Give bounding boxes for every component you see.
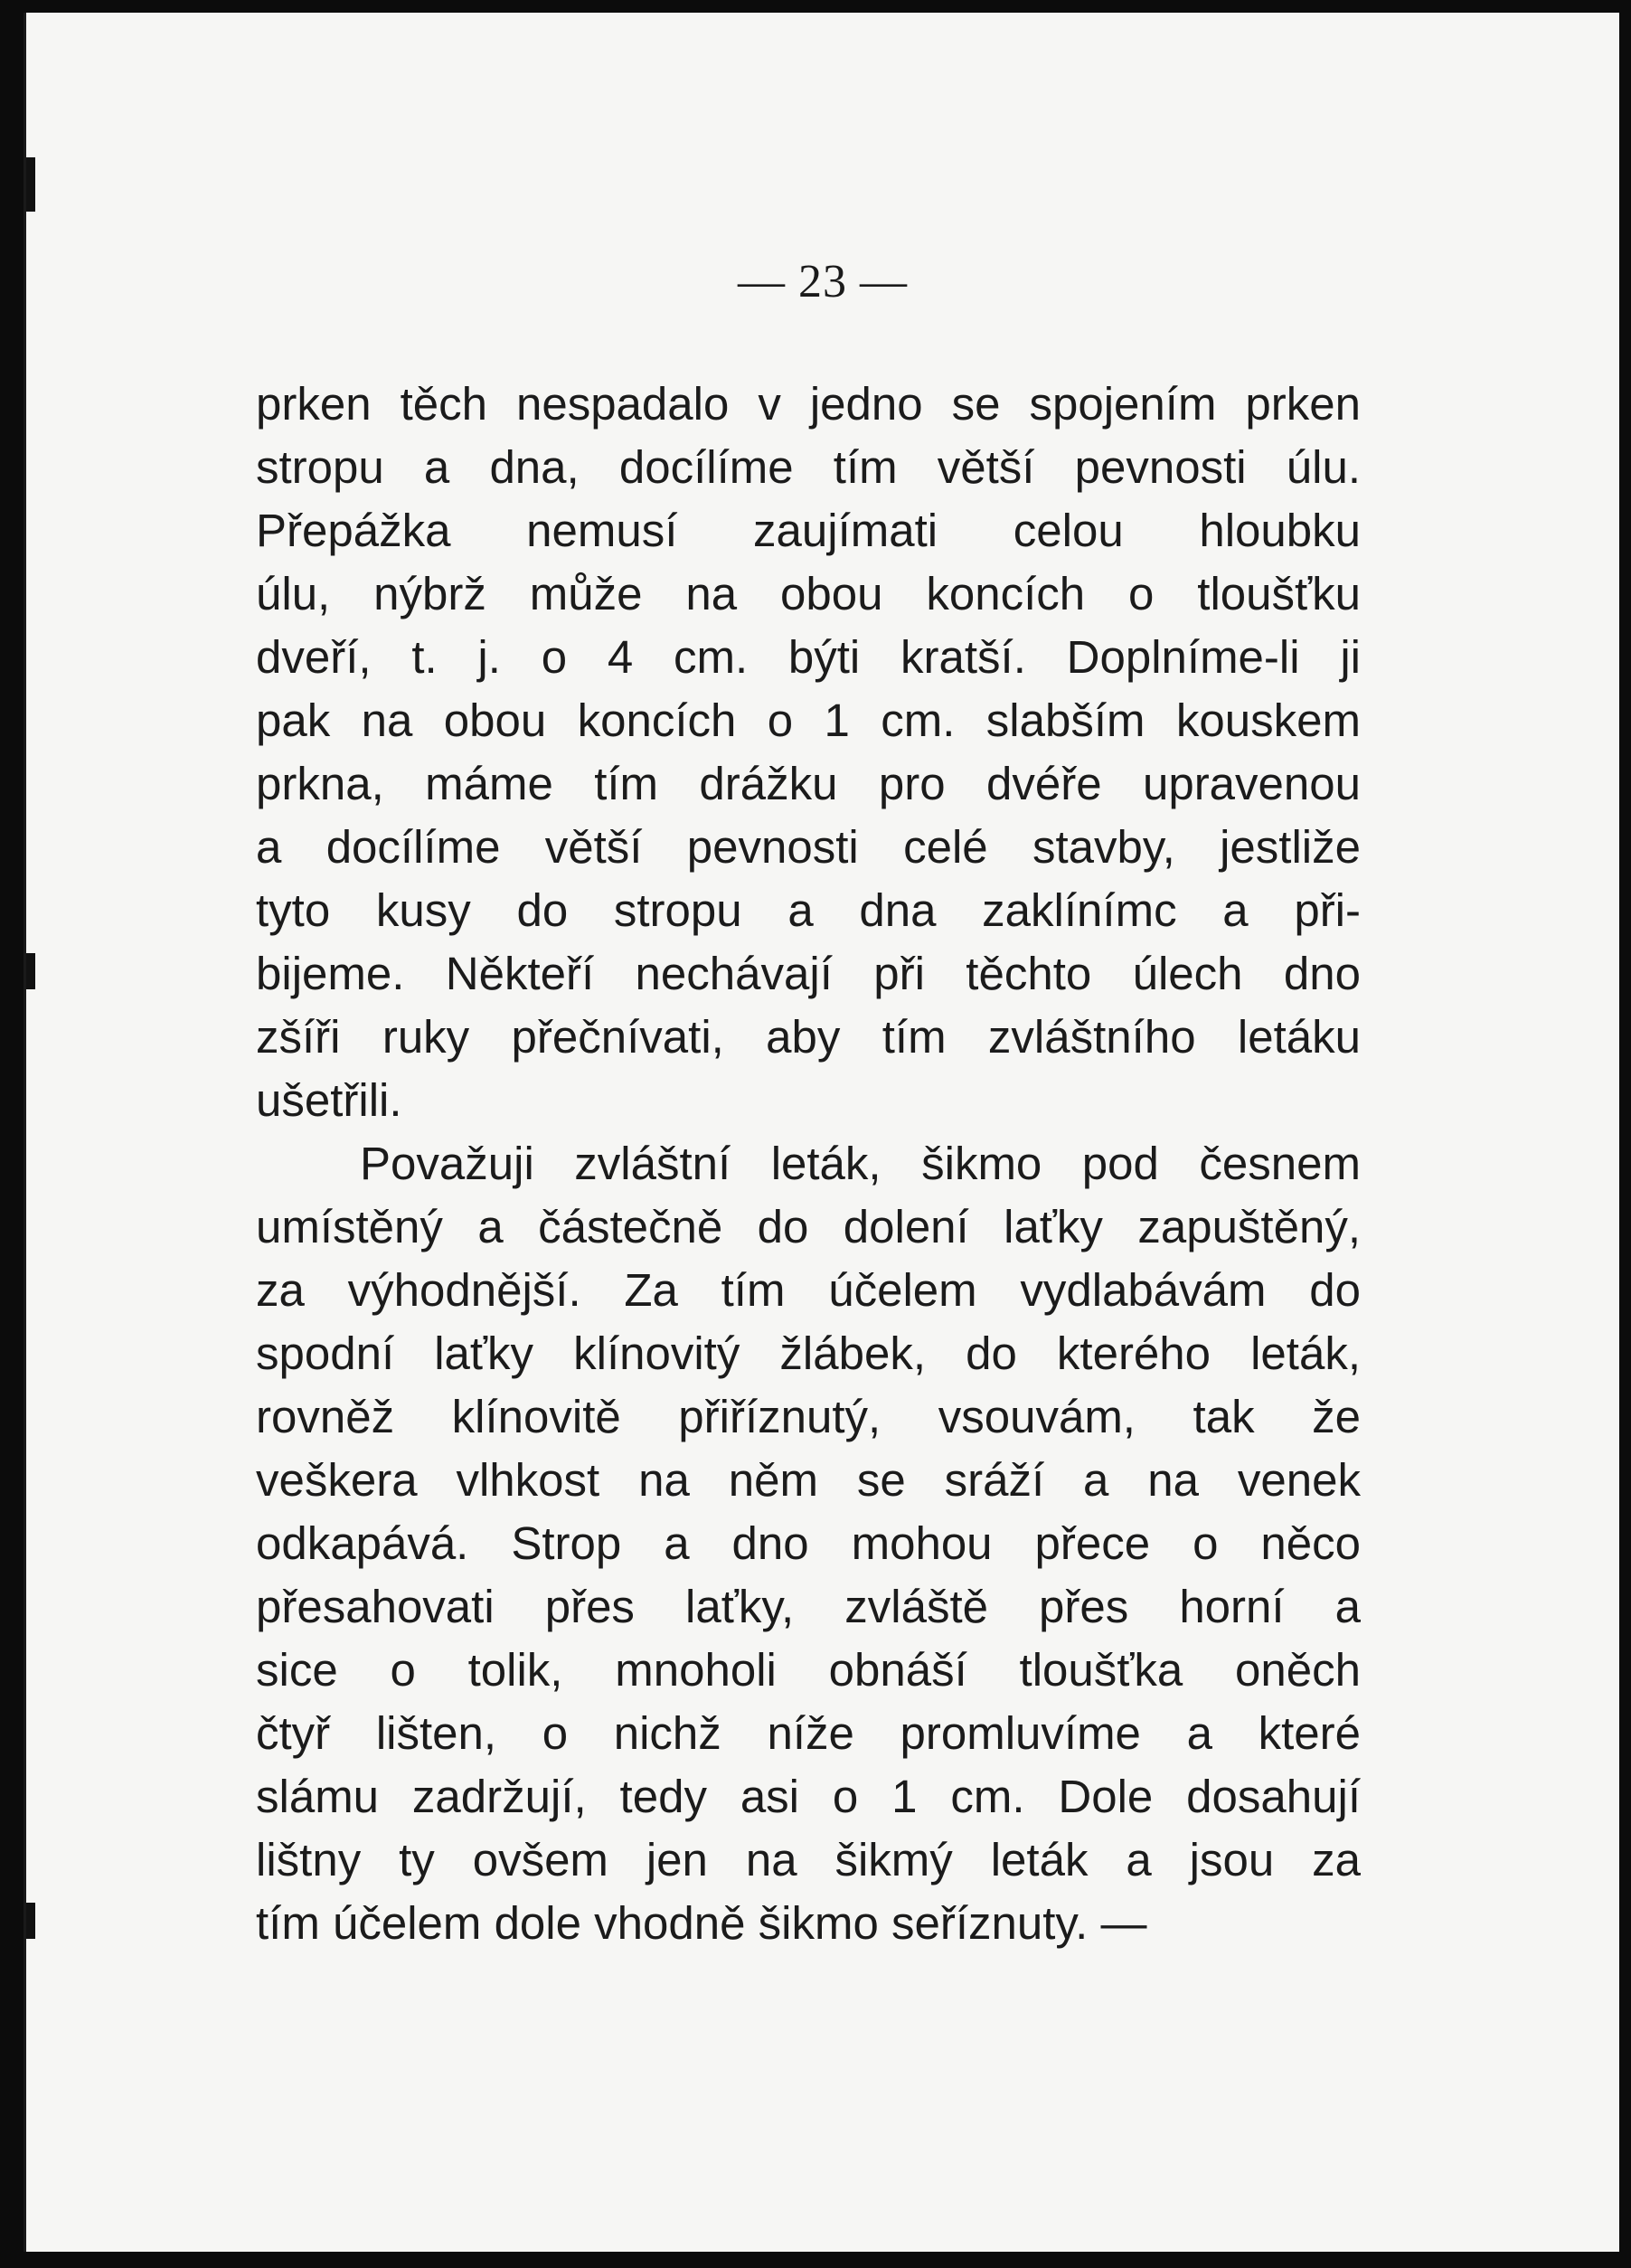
text-line: přesahovati přes laťky, zvláště přes horní a [256, 1581, 1361, 1632]
text-line: dveří, t. j. o 4 cm. býti kratší. Doplníme-li ji [256, 631, 1361, 683]
text-line: odkapává. Strop a dno mohou přece o něco [256, 1517, 1361, 1569]
text-line: úlu, nýbrž může na obou koncích o tloušťku [256, 568, 1361, 619]
text-line: veškera vlhkost na něm se sráží a na venek [256, 1454, 1361, 1506]
text-line: bijeme. Někteří nechávají při těchto úlech dno [256, 948, 1361, 999]
text-line: umístěný a částečně do dolení laťky zapuštěný, [256, 1201, 1361, 1252]
text-line: Přepážka nemusí zaujímati celou hloubku [256, 505, 1361, 556]
paragraph [256, 373, 1361, 1132]
text-line: Považuji zvláštní leták, šikmo pod česnem [360, 1138, 1361, 1189]
text-line: rovněž klínovitě přiříznutý, vsouvám, tak že [256, 1391, 1361, 1442]
paragraph [256, 1132, 1361, 1955]
text-line: tyto kusy do stropu a dna zaklínímc a při- [256, 884, 1361, 936]
text-line: pak na obou koncích o 1 cm. slabším kouskem [256, 695, 1361, 746]
text-line: prken těch nespadalo v jedno se spojením prken [256, 378, 1361, 430]
scan-edge-mark [26, 1903, 35, 1939]
page-number: — 23 — [738, 256, 908, 307]
text-line: za výhodnější. Za tím účelem vydlabávám do [256, 1264, 1361, 1316]
scan-edge-mark [26, 157, 35, 212]
text-line: slámu zadržují, tedy asi o 1 cm. Dole dosahují [256, 1771, 1361, 1822]
text-line: zšíři ruky přečnívati, aby tím zvláštního letáku [256, 1011, 1361, 1063]
text-line: ušetřili. [256, 1074, 402, 1126]
text-line: a docílíme větší pevnosti celé stavby, jestliže [256, 821, 1361, 873]
text-line: čtyř lišten, o nichž níže promluvíme a které [256, 1707, 1361, 1759]
text-line: prkna, máme tím drážku pro dvéře upravenou [256, 758, 1361, 809]
text-line: tím účelem dole vhodně šikmo seříznuty. — [256, 1897, 1147, 1949]
text-line: sice o tolik, mnoholi obnáší tloušťka oněch [256, 1644, 1361, 1696]
scan-edge-mark [26, 953, 35, 989]
text-line: spodní laťky klínovitý žlábek, do kterého leták, [256, 1328, 1361, 1379]
text-line: lištny ty ovšem jen na šikmý leták a jsou za [256, 1834, 1361, 1885]
body-text [256, 373, 1361, 1955]
book-page [24, 13, 1619, 2252]
text-line: stropu a dna, docílíme tím větší pevnosti úlu. [256, 441, 1361, 493]
